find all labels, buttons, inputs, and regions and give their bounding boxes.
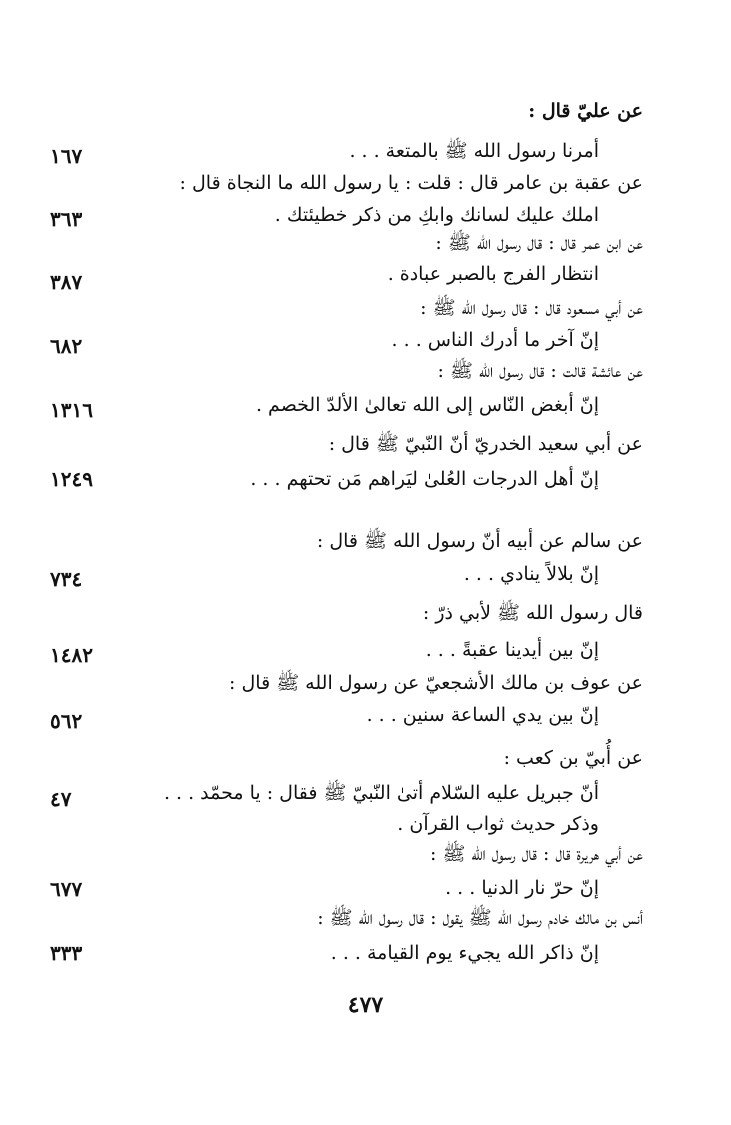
entry-4-text: إنّ آخر ما أدرك الناس . . . <box>391 329 599 351</box>
entry-5-text: إنّ أبغض النّاس إلى الله تعالىٰ الألدّ الخصم . <box>255 394 599 416</box>
entry-2-number: ٣٦٣ <box>50 207 83 231</box>
entry-4-number: ٦٨٢ <box>50 334 83 358</box>
entry-1-text: أمرنا رسول الله ﷺ بالمتعة . . . <box>349 140 599 162</box>
entry-11-header: عن أبي هريرة قال : قال رسول الله ﷺ : <box>430 843 643 865</box>
entry-12-number: ٣٣٣ <box>50 941 83 965</box>
entry-1-number: ١٦٧ <box>50 144 83 168</box>
entry-12-text: إنّ ذاكر الله يجيء يوم القيامة . . . <box>330 942 599 964</box>
entry-5-header: عن عائشة قالت : قال رسول الله ﷺ : <box>437 360 643 382</box>
entry-11-text: إنّ حرّ نار الدنيا . . . <box>445 877 599 899</box>
entry-7-header: عن سالم عن أبيه أنّ رسول الله ﷺ قال : <box>316 530 643 552</box>
entry-3-header: عن ابن عمر قال : قال رسول الله ﷺ : <box>435 232 643 254</box>
entry-1-header: عن عليّ قال : <box>528 100 643 122</box>
entry-9-text: إنّ بين يدي الساعة سنين . . . <box>366 704 599 726</box>
entry-3-number: ٣٨٧ <box>50 270 83 294</box>
entry-6-text: إنّ أهل الدرجات العُلىٰ ليَراهم مَن تحتهم . . . <box>250 468 599 490</box>
entry-9-number: ٥٦٢ <box>50 709 83 733</box>
entry-10-text-1: أنّ جبريل عليه السّلام أتىٰ النّبيّ ﷺ فقال : يا محمّد . . . <box>163 782 599 804</box>
entry-8-text: إنّ بين أيدينا عقبةً . . . <box>425 639 599 661</box>
entry-5-number: ١٣١٦ <box>50 398 93 422</box>
page-number: ٤٧٧ <box>347 992 384 1018</box>
entry-7-text: إنّ بلالاً ينادي . . . <box>463 563 599 585</box>
entry-6-header: عن أبي سعيد الخدريّ أنّ النّبيّ ﷺ قال : <box>328 433 643 455</box>
entry-10-header: عن أُبيّ بن كعب : <box>503 747 643 769</box>
entry-10-number: ٤٧ <box>50 787 72 811</box>
entry-11-number: ٦٧٧ <box>50 877 83 901</box>
entry-2-header: عن عقبة بن عامر قال : قلت : يا رسول الله ما النجاة قال : <box>179 172 643 194</box>
entry-12-header: أنس بن مالك خادم رسول الله ﷺ يقول : قال رسول الله ﷺ : <box>317 907 643 929</box>
entry-6-number: ١٢٤٩ <box>50 467 93 491</box>
entry-10-text-2: وذكر حديث ثواب القرآن . <box>397 813 599 835</box>
entry-8-number: ١٤٨٢ <box>50 643 93 667</box>
entry-9-header: عن عوف بن مالك الأشجعيّ عن رسول الله ﷺ قال : <box>229 672 643 694</box>
entry-8-header: قال رسول الله ﷺ لأبي ذرّ : <box>422 602 643 624</box>
entry-3-text: انتظار الفرج بالصبر عبادة . <box>387 263 599 285</box>
entry-4-header: عن أبي مسعود قال : قال رسول الله ﷺ : <box>420 297 643 319</box>
entry-2-text: املك عليك لسانك وابكِ من ذكر خطيئتك . <box>274 204 599 226</box>
entry-7-number: ٧٣٤ <box>50 567 83 591</box>
